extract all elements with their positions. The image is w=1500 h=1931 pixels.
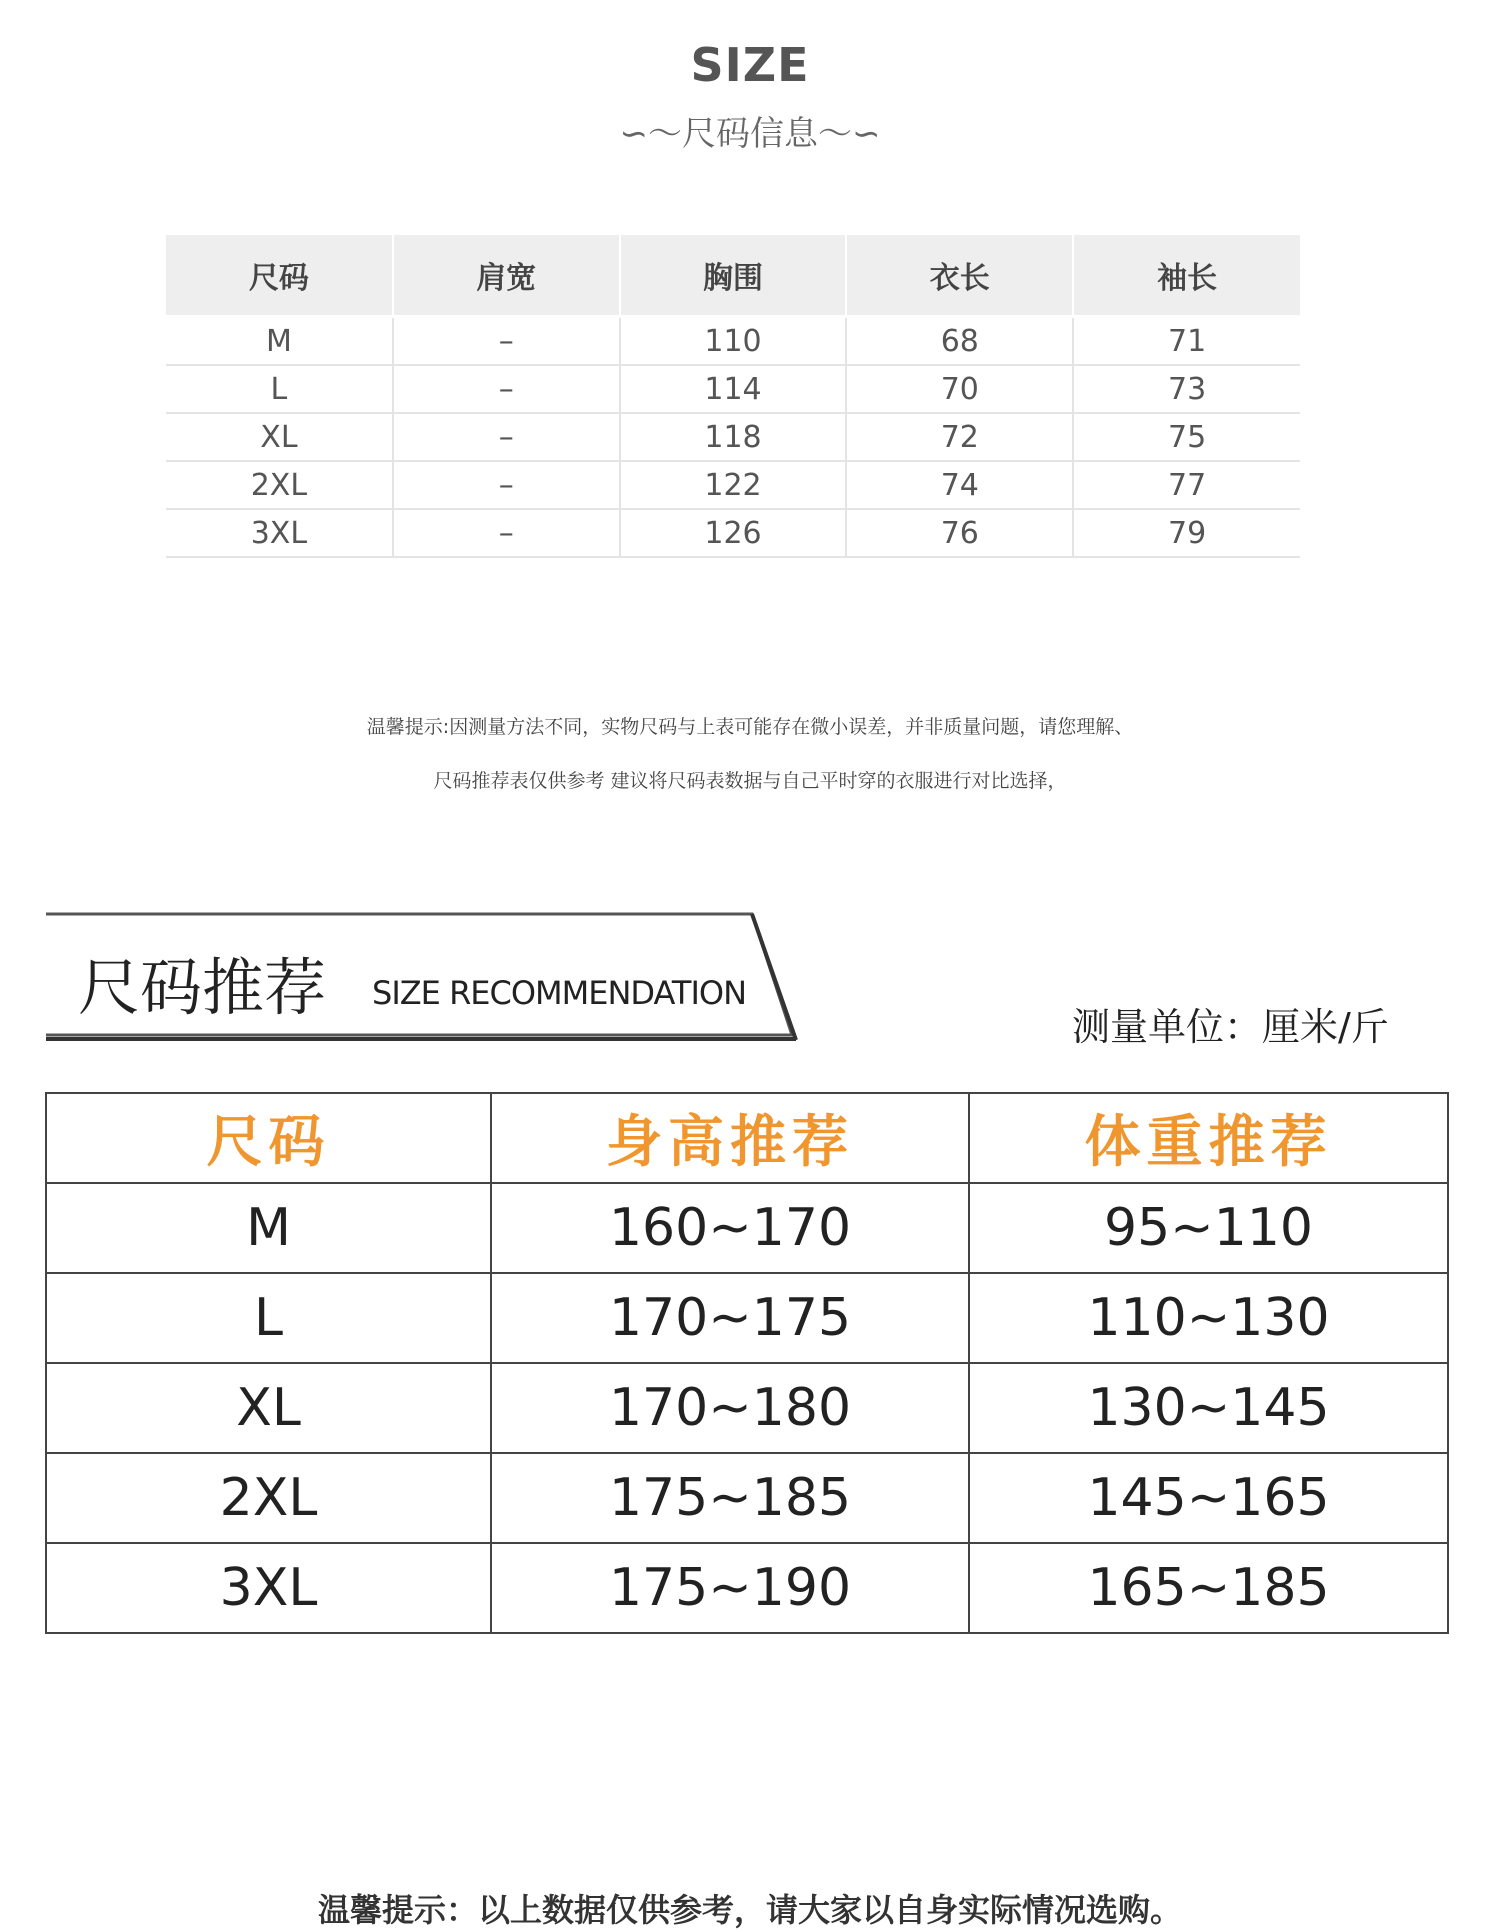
table-cell: 175~190	[491, 1543, 969, 1633]
table-cell: M	[166, 317, 393, 366]
table-cell: 165~185	[969, 1543, 1448, 1633]
table-row	[166, 365, 1300, 413]
table-cell: XL	[166, 413, 393, 461]
table-cell: 130~145	[969, 1363, 1448, 1453]
table-cell: 79	[1073, 509, 1300, 557]
rec-header-height: 身高推荐	[491, 1093, 969, 1183]
table-cell: 68	[846, 317, 1073, 366]
table-row	[166, 413, 1300, 461]
table-cell: 110	[620, 317, 847, 366]
table-cell: 160~170	[491, 1183, 969, 1273]
recommendation-title-cn: 尺码推荐	[78, 951, 327, 1024]
size-title: SIZE	[690, 38, 810, 92]
table-cell: 122	[620, 461, 847, 509]
size-subtitle: ∽～尺码信息～∽	[619, 114, 881, 154]
recommendation-title-en: SIZE RECOMMENDATION	[372, 974, 747, 1012]
table-cell: 175~185	[491, 1453, 969, 1543]
table-cell: 126	[620, 509, 847, 557]
reference-notice: 温馨提示：以上数据仅供参考，请大家以自身实际情况选购。	[317, 1891, 1182, 1929]
table-cell: 110~130	[969, 1273, 1448, 1363]
table-cell: 2XL	[166, 461, 393, 509]
size-table-header-row	[166, 235, 1300, 317]
table-cell: L	[46, 1273, 491, 1363]
table-cell: 3XL	[166, 509, 393, 557]
size-table-header-shoulder: 肩宽	[393, 235, 620, 317]
table-cell: 118	[620, 413, 847, 461]
size-table-header-length: 衣长	[846, 235, 1073, 317]
table-cell: 95~110	[969, 1183, 1448, 1273]
table-row	[46, 1363, 1448, 1453]
table-cell: –	[393, 461, 620, 509]
size-table-header-sleeve: 袖长	[1073, 235, 1300, 317]
measurement-unit-label: 测量单位：厘米/斤	[1072, 1005, 1389, 1049]
measurement-notice-line-2: 尺码推荐表仅供参考 建议将尺码表数据与自己平时穿的衣服进行对比选择，	[433, 770, 1067, 792]
table-row	[46, 1453, 1448, 1543]
table-cell: –	[393, 365, 620, 413]
size-table-header-chest: 胸围	[620, 235, 847, 317]
table-row	[166, 317, 1300, 366]
table-cell: 114	[620, 365, 847, 413]
table-cell: 2XL	[46, 1453, 491, 1543]
measurement-notice-line-1: 温馨提示:因测量方法不同，实物尺码与上表可能存在微小误差，并非质量问题，请您理解、	[366, 716, 1134, 738]
table-cell: 75	[1073, 413, 1300, 461]
size-info-table	[166, 235, 1300, 558]
rec-header-size: 尺码	[46, 1093, 491, 1183]
size-table-header-size: 尺码	[166, 235, 393, 317]
table-cell: –	[393, 413, 620, 461]
table-cell: 73	[1073, 365, 1300, 413]
table-cell: XL	[46, 1363, 491, 1453]
table-cell: –	[393, 317, 620, 366]
table-cell: L	[166, 365, 393, 413]
table-cell: –	[393, 509, 620, 557]
rec-table-header-row	[46, 1093, 1448, 1183]
table-cell: 170~175	[491, 1273, 969, 1363]
table-cell: 74	[846, 461, 1073, 509]
table-row	[46, 1543, 1448, 1633]
table-cell: 145~165	[969, 1453, 1448, 1543]
table-cell: 170~180	[491, 1363, 969, 1453]
table-cell: 76	[846, 509, 1073, 557]
table-row	[166, 509, 1300, 557]
table-cell: 3XL	[46, 1543, 491, 1633]
table-row	[46, 1273, 1448, 1363]
table-row	[46, 1183, 1448, 1273]
size-recommendation-table	[45, 1092, 1449, 1634]
table-cell: 72	[846, 413, 1073, 461]
table-cell: M	[46, 1183, 491, 1273]
table-cell: 71	[1073, 317, 1300, 366]
table-cell: 70	[846, 365, 1073, 413]
table-row	[166, 461, 1300, 509]
rec-header-weight: 体重推荐	[969, 1093, 1448, 1183]
table-cell: 77	[1073, 461, 1300, 509]
